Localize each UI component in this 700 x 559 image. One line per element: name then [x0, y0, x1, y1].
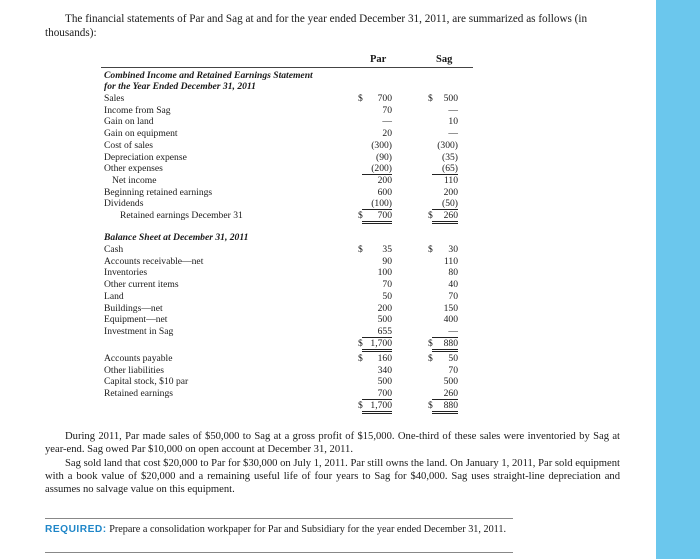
par-value: (90) [376, 151, 392, 163]
row-label: Retained earnings December 31 [120, 210, 243, 221]
required-bottom-rule [45, 552, 513, 553]
sag-value: — [432, 326, 458, 338]
sag-currency-symbol: $ [428, 244, 433, 255]
par-value: 200 [377, 174, 392, 186]
income-statement-title: Combined Income and Retained Earnings Statement [104, 70, 313, 81]
par-value: 700 [362, 388, 392, 400]
required-block [45, 523, 620, 536]
par-value: 100 [377, 267, 392, 279]
par-value: 500 [377, 376, 392, 388]
row-label: Buildings—net [104, 302, 163, 314]
header-rule [101, 67, 473, 68]
par-value: — [382, 116, 392, 128]
par-value: (100) [362, 198, 392, 210]
row-label: Beginning retained earnings [104, 186, 213, 198]
par-value: (300) [371, 139, 392, 151]
sag-value: 30 [448, 244, 458, 255]
row-label: Investment in Sag [104, 325, 174, 337]
page-edge-band [656, 0, 700, 559]
balance-sheet-title: Balance Sheet at December 31, 2011 [104, 232, 249, 243]
sag-currency-symbol: $ [428, 337, 433, 349]
sag-value: 70 [448, 364, 458, 376]
par-value: 50 [382, 290, 392, 302]
sag-value: 10 [448, 116, 458, 128]
required-label: REQUIRED: [45, 524, 107, 535]
income-statement-subtitle: for the Year Ended December 31, 2011 [104, 81, 256, 92]
par-value: 90 [382, 255, 392, 267]
sag-currency-symbol: $ [428, 210, 433, 221]
sag-value: 500 [443, 376, 458, 388]
sag-value: (50) [432, 198, 458, 210]
sag-value: 500 [443, 93, 458, 104]
par-currency-symbol: $ [358, 93, 363, 104]
row-label: Cash [104, 244, 124, 255]
sag-value: (35) [442, 151, 458, 163]
par-value: 655 [362, 326, 392, 338]
par-value: 20 [382, 128, 392, 140]
row-label: Other liabilities [104, 364, 164, 376]
par-currency-symbol: $ [358, 337, 363, 349]
par-value: (200) [362, 163, 392, 175]
paragraph-land-equipment: Sag sold land that cost $20,000 to Par for $30,000 on July 1, 2011. Par still owns the land. On January 1, 2011, Par sold equipment with a book value of $20,000 and a remaining useful life of four years to Sag for $40,000. Sag uses straight-line depreciation and assumes no salvage value on this equipment. [45, 458, 620, 496]
row-label: Inventories [104, 267, 148, 279]
paragraph-intercompany-sales: During 2011, Par made sales of $50,000 to Sag at a gross profit of $15,000. One-third of these sales were inventoried by Sag at year-end. Sag owed Par $10,000 on open account at December 31, 2011. [45, 431, 620, 456]
row-label: Capital stock, $10 par [104, 376, 189, 388]
sag-value: 110 [443, 174, 458, 186]
par-value: 600 [377, 186, 392, 198]
par-value: 1,700 [362, 400, 392, 414]
sag-value: 50 [448, 353, 458, 364]
par-value: 160 [377, 353, 392, 364]
sag-value: 260 [432, 388, 458, 400]
row-label: Retained earnings [104, 388, 173, 400]
par-currency-symbol: $ [358, 210, 363, 221]
row-label: Other expenses [104, 163, 163, 175]
sag-value: 880 [432, 338, 458, 352]
row-label: Income from Sag [104, 104, 171, 116]
required-top-rule [45, 518, 513, 519]
row-label: Cost of sales [104, 139, 154, 151]
row-label: Other current items [104, 279, 179, 291]
sag-value: 880 [432, 400, 458, 414]
row-label: Land [104, 290, 124, 302]
par-value: 1,700 [362, 338, 392, 352]
row-label: Net income [112, 174, 157, 186]
sag-value: 40 [448, 279, 458, 291]
column-header-sag: Sag [436, 54, 453, 65]
row-label: Accounts payable [104, 353, 173, 364]
par-value: 500 [377, 314, 392, 326]
column-header-par: Par [370, 54, 387, 65]
sag-value: 150 [443, 302, 458, 314]
par-currency-symbol: $ [358, 244, 363, 255]
par-currency-symbol: $ [358, 353, 363, 364]
sag-value: — [448, 104, 458, 116]
row-label: Gain on equipment [104, 128, 178, 140]
par-value: 340 [377, 364, 392, 376]
sag-currency-symbol: $ [428, 353, 433, 364]
sag-value: 400 [443, 314, 458, 326]
par-currency-symbol: $ [358, 399, 363, 411]
par-value: 70 [382, 104, 392, 116]
sag-currency-symbol: $ [428, 93, 433, 104]
intro-text: The financial statements of Par and Sag at and for the year ended December 31, 2011, are summarized as follows (in thousands): [45, 13, 588, 39]
sag-value: — [448, 128, 458, 140]
row-label: Depreciation expense [104, 151, 187, 163]
row-label: Sales [104, 93, 125, 104]
row-label: Equipment—net [104, 314, 168, 326]
sag-value: 70 [448, 290, 458, 302]
par-value: 200 [377, 302, 392, 314]
sag-value: 80 [448, 267, 458, 279]
row-label: Accounts receivable—net [104, 255, 204, 267]
sag-currency-symbol: $ [428, 399, 433, 411]
sag-value: (300) [437, 139, 458, 151]
sag-value: 200 [443, 186, 458, 198]
par-value: 70 [382, 279, 392, 291]
sag-value: 110 [443, 255, 458, 267]
par-value: 700 [362, 210, 392, 224]
required-text: Prepare a consolidation workpaper for Par and Subsidiary for the year ended December 31, 2011. [109, 524, 507, 535]
sag-value: 260 [432, 210, 458, 224]
row-label: Gain on land [104, 116, 154, 128]
par-value: 700 [377, 93, 392, 104]
sag-value: (65) [432, 163, 458, 175]
row-label: Dividends [104, 198, 144, 210]
par-value: 35 [382, 244, 392, 255]
